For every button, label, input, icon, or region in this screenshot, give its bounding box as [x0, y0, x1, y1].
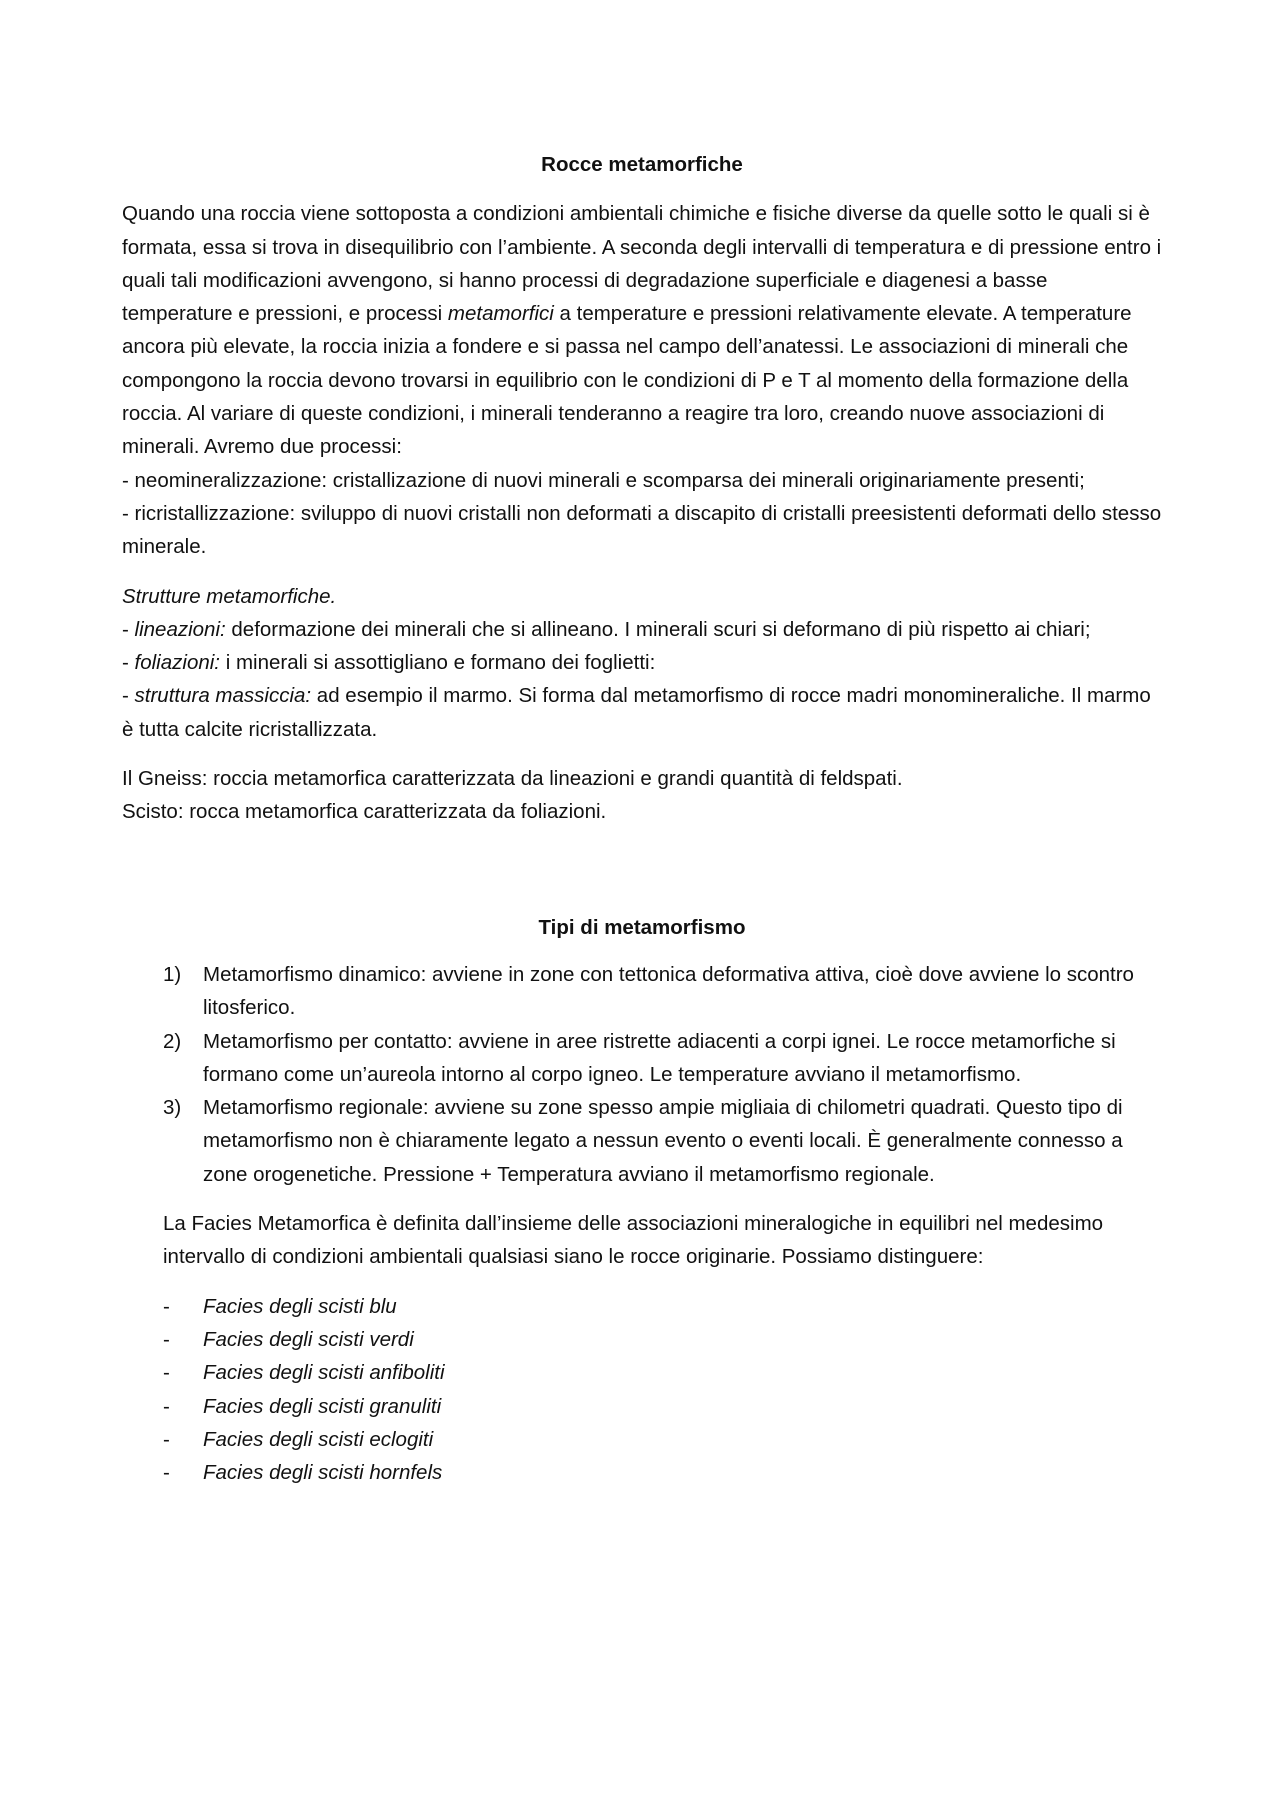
list-item-facies: [163, 1456, 1162, 1489]
section-title-rocce-metamorfiche: Rocce metamorfiche: [541, 153, 743, 176]
list-item-facies: [163, 1390, 1162, 1423]
rock-scisto: Scisto: rocca metamorfica caratterizzata da foliazioni.: [122, 800, 607, 824]
structure-text: deformazione dei minerali che si allineano. I minerali scuri si deformano di più rispetto ai chiari;: [225, 617, 1091, 641]
list-item-facies: [163, 1290, 1162, 1323]
list-item-type-1: [163, 958, 1162, 1025]
list-item-text: Metamorfismo regionale: avviene su zone spesso ampie migliaia di chilometri quadrati. Questo tipo di metamorfismo non è chiaramente legato a nessun evento o eventi locali. È generalmente connesso a zone orogenetiche. Pressione + Temperatura avviano il metamorfismo regionale.: [203, 1096, 1123, 1186]
list-item-text: Metamorfismo dinamico: avviene in zone con tettonica deformativa attiva, cioè dove avviene lo scontro litosferico.: [203, 962, 1134, 1020]
list-number: 1): [163, 962, 182, 986]
intro-italic-term: metamorfici: [447, 302, 554, 326]
list-item-facies: [163, 1323, 1162, 1356]
list-item-text: Metamorfismo per contatto: avviene in aree ristrette adiacenti a corpi ignei. Le rocce metamorfiche si formano come un’aureola intorno al corpo igneo. Le temperature avviano il metamorfismo.: [203, 1029, 1116, 1086]
facies-intro-paragraph: La Facies Metamorfica è definita dall’insieme delle associazioni mineralogiche in equilibri nel medesimo intervallo di condizioni ambientali qualsiasi siano le rocce originarie. Possiamo distinguere:: [163, 1212, 1104, 1269]
list-item-facies: [163, 1423, 1162, 1456]
process-neomineralizzazione: - neomineralizzazione: cristallizazione di nuovi minerali e scomparsa dei minerali originariamente presenti;: [122, 468, 1085, 492]
list-dash: -: [163, 1294, 170, 1318]
list-dash: -: [163, 1461, 170, 1485]
metamorphism-types-list: [122, 958, 1162, 1191]
rock-gneiss: Il Gneiss: roccia metamorfica caratterizzata da lineazioni e grandi quantità di feldspati.: [122, 767, 903, 791]
facies-list: [122, 1290, 1162, 1490]
facies-name: Facies degli scisti eclogiti: [203, 1427, 434, 1451]
document-page: [122, 148, 1162, 1489]
list-item-type-2: [163, 1025, 1162, 1092]
list-item-type-3: [163, 1091, 1162, 1191]
structures-heading: Strutture metamorfiche.: [122, 584, 337, 608]
structure-item-lineazioni: [122, 613, 1162, 646]
structure-text: ad esempio il marmo. Si forma dal metamorfismo di rocce madri monomineraliche. Il marmo è tutta calcite ricristallizzata.: [122, 684, 1151, 741]
list-dash: -: [163, 1394, 170, 1418]
intro-paragraph: [122, 197, 1162, 463]
list-number: 2): [163, 1029, 182, 1053]
structure-term: foliazioni:: [134, 651, 220, 675]
structure-prefix: -: [122, 617, 135, 641]
structure-term: lineazioni:: [134, 617, 226, 641]
structure-term: struttura massiccia:: [134, 684, 312, 708]
structure-text: i minerali si assottigliano e formano dei foglietti:: [220, 651, 656, 675]
facies-name: Facies degli scisti hornfels: [203, 1461, 443, 1485]
list-dash: -: [163, 1327, 170, 1351]
list-number: 3): [163, 1096, 182, 1120]
structure-prefix: -: [122, 684, 135, 708]
structure-item-massiccia: [122, 679, 1162, 746]
list-dash: -: [163, 1427, 170, 1451]
section-title-tipi-di-metamorfismo: Tipi di metamorfismo: [538, 915, 746, 939]
facies-name: Facies degli scisti blu: [203, 1294, 397, 1318]
structure-prefix: -: [122, 651, 135, 675]
facies-name: Facies degli scisti granuliti: [203, 1394, 442, 1418]
structure-item-foliazioni: [122, 646, 1162, 679]
list-dash: -: [163, 1361, 170, 1385]
facies-name: Facies degli scisti verdi: [203, 1327, 414, 1351]
facies-name: Facies degli scisti anfiboliti: [203, 1361, 445, 1385]
process-ricristallizzazione: - ricristallizzazione: sviluppo di nuovi cristalli non deformati a discapito di cristalli preesistenti deformati dello stesso minerale.: [122, 501, 1162, 559]
intro-text-part1: Quando una roccia viene sottoposta a condizioni ambientali chimiche e fisiche diverse da quelle sotto le quali si è formata, essa si trova in disequilibrio con l’ambiente. A seconda degli intervalli di temperatura e di pressione entro i quali tali modificazioni avvengono, si hanno processi di degradazione superficiale e diagenesi a basse temperature e pressioni, e processi: [122, 202, 1162, 326]
intro-text-part2: a temperature e pressioni relativamente elevate. A temperature ancora più elevate, la roccia inizia a fondere e si passa nel campo dell’anatessi. Le associazioni di minerali che compongono la roccia devono trovarsi in equilibrio con le condizioni di P e T al momento della formazione della roccia. Al variare di queste condizioni, i minerali tenderanno a reagire tra loro, creando nuove associazioni di minerali. Avremo due processi:: [122, 302, 1132, 459]
list-item-facies: [163, 1356, 1162, 1389]
